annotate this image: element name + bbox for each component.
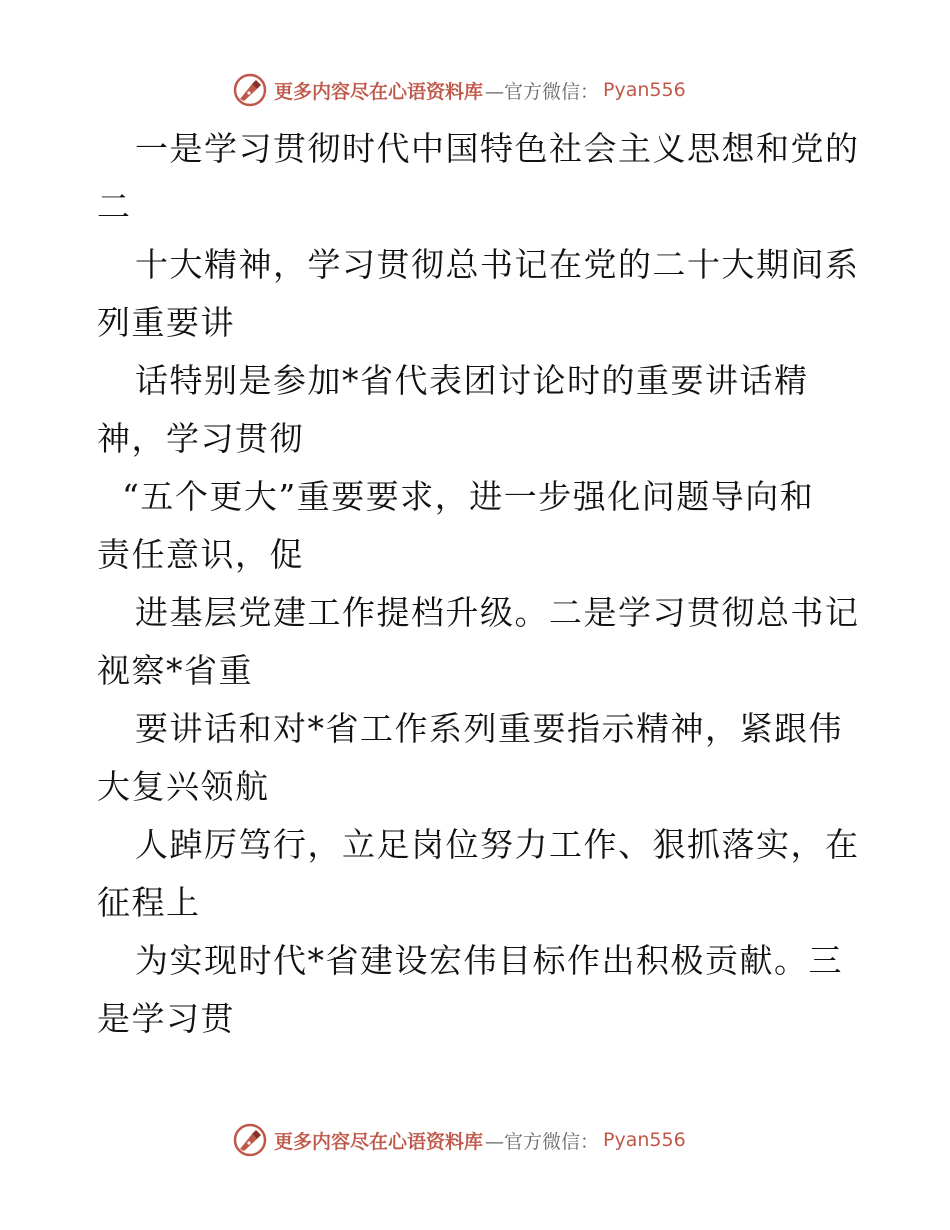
text-line: 征程上 xyxy=(97,883,201,922)
document-body xyxy=(97,120,860,1048)
text-line: “五个更大”重要要求，进一步强化问题导向和 xyxy=(122,477,815,516)
text-line: 列重要讲 xyxy=(97,303,235,342)
watermark-handle: Pyan556 xyxy=(603,1129,686,1151)
text-line: 一是学习贯彻时代中国特色社会主义思想和党的 xyxy=(135,129,860,168)
text-line: 二 xyxy=(97,187,132,226)
watermark-handle: Pyan556 xyxy=(603,79,686,101)
text-line: 责任意识，促 xyxy=(97,535,304,574)
text-line: 十大精神，学习贯彻总书记在党的二十大期间系 xyxy=(135,245,860,284)
text-line: 为实现时代*省建设宏伟目标作出积极贡献。三 xyxy=(135,941,843,980)
watermark-title: 更多内容尽在心语资料库 xyxy=(274,80,484,103)
text-line: 话特别是参加*省代表团讨论时的重要讲话精 xyxy=(135,361,809,400)
watermark-separator: —官方微信： xyxy=(485,80,600,103)
text-line: 大复兴领航 xyxy=(97,767,270,806)
watermark-title: 更多内容尽在心语资料库 xyxy=(274,1130,484,1153)
text-line: 神，学习贯彻 xyxy=(97,419,304,458)
text-line: 进基层党建工作提档升级。二是学习贯彻总书记 xyxy=(135,593,860,632)
text-line: 人踔厉笃行，立足岗位努力工作、狠抓落实，在 xyxy=(135,825,860,864)
pen-nib-logo-icon xyxy=(232,72,268,108)
footer-watermark xyxy=(232,1120,686,1160)
text-line: 要讲话和对*省工作系列重要指示精神，紧跟伟 xyxy=(135,709,843,748)
text-line: 视察*省重 xyxy=(97,651,253,690)
text-line: 是学习贯 xyxy=(97,999,235,1038)
watermark-separator: —官方微信： xyxy=(485,1130,600,1153)
header-watermark xyxy=(232,70,686,110)
pen-nib-logo-icon xyxy=(232,1122,268,1158)
